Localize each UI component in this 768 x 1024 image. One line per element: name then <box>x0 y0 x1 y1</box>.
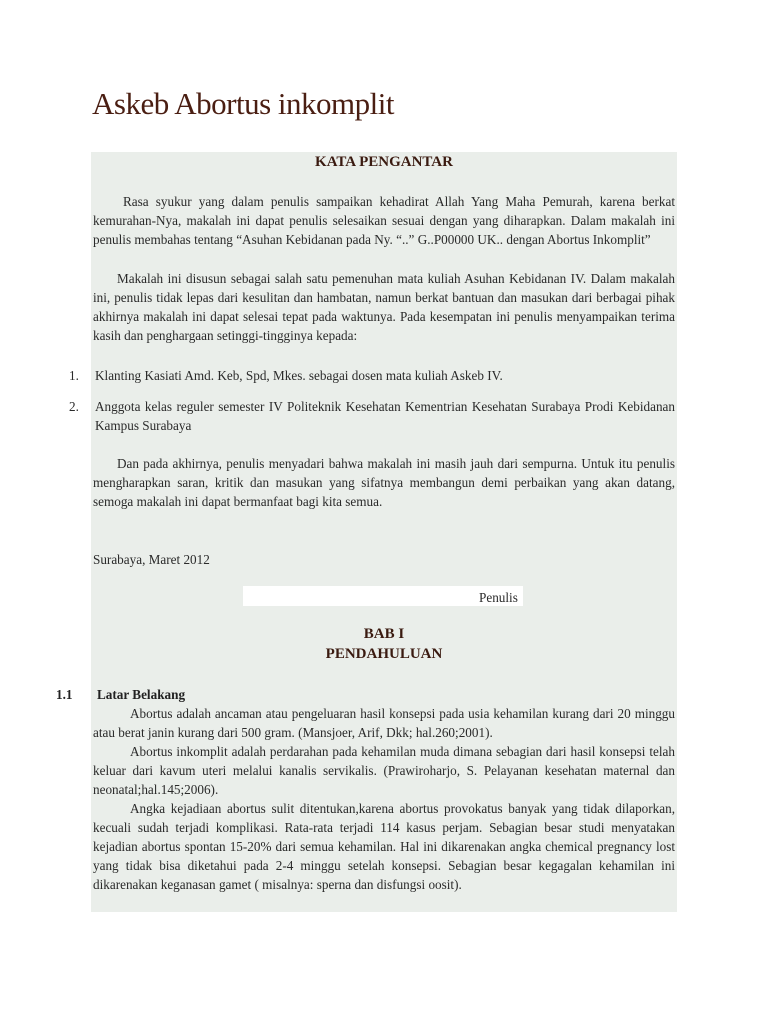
bab-heading: BAB I <box>363 626 405 642</box>
signature: Penulis <box>479 590 518 605</box>
kata-pengantar-paragraph-1: Rasa syukur yang dalam penulis sampaikan kehadirat Allah Yang Maha Pemurah, karena berkat kemurahan-Nya, makalah ini dapat penulis selesaikan sesuai dengan yang diharapkan. Dalam makalah ini penulis membahas tentang “Asuhan Kebidanan pada Ny. “..” G..P00000 UK.. dengan Abortus Inkomplit” <box>93 194 675 247</box>
kata-pengantar-heading: KATA PENGANTAR <box>315 154 453 170</box>
kata-pengantar-paragraph-2: Makalah ini disusun sebagai salah satu pemenuhan mata kuliah Asuhan Kebidanan IV. Dalam makalah ini, penulis tidak lepas dari kesulitan dan hambatan, namun berkat bantuan dan masukan dari berbagai pihak akhirnya makalah ini dapat selesai tepat pada waktunya. Pada kesempatan ini penulis menyampaikan terima kasih dan penghargaan setinggi-tingginya kepada: <box>93 271 675 343</box>
place-date: Surabaya, Maret 2012 <box>93 552 210 567</box>
section-number: 1.1 <box>56 687 73 702</box>
list-item-1: Klanting Kasiati Amd. Keb, Spd, Mkes. sebagai dosen mata kuliah Askeb IV. <box>95 368 503 383</box>
bab-paragraph-3: Angka kejadiaan abortus sulit ditentukan,karena abortus provokatus banyak yang tidak dilaporkan, kecuali sudah terjadi komplikasi. Rata-rata terjadi 114 kasus perjam. Sebagian besar studi menyatakan kejadian abortus spontan 15-20% dari semua kehamilan. Hal ini dikarenakan angka chemical pregnancy lost yang tidak bisa diketahui pada 2-4 minggu setelah konsepsi. Sebagian besar kegagalan kehamilan ini dikarenakan keganasan gamet ( misalnya: sperna dan disfungsi oosit). <box>93 801 675 892</box>
bab-subheading: PENDAHULUAN <box>325 646 443 662</box>
section-title: Latar Belakang <box>97 687 186 702</box>
bab-paragraph-1: Abortus adalah ancaman atau pengeluaran hasil konsepsi pada usia kehamilan kurang dari 20 minggu atau berat janin kurang dari 500 gram. (Mansjoer, Arif, Dkk; hal.260;2001). <box>93 706 675 740</box>
list-item-2: Anggota kelas reguler semester IV Politeknik Kesehatan Kementrian Kesehatan Surabaya Prodi Kebidanan Kampus Surabaya <box>95 399 675 433</box>
list-number-2: 2. <box>69 399 79 414</box>
list-number-1: 1. <box>69 368 79 383</box>
page-title: Askeb Abortus inkomplit <box>92 86 394 121</box>
kata-pengantar-paragraph-3: Dan pada akhirnya, penulis menyadari bahwa makalah ini masih jauh dari sempurna. Untuk itu penulis mengharapkan saran, kritik dan masukan yang sifatnya membangun demi perbaikan yang akan datang, semoga makalah ini dapat bermanfaat bagi kita semua. <box>93 456 675 509</box>
bab-paragraph-2: Abortus inkomplit adalah perdarahan pada kehamilan muda dimana sebagian dari hasil konsepsi telah keluar dari kavum uteri melalui kanalis servikalis. (Prawiroharjo, S. Pelayanan kesehatan maternal dan neonatal;hal.145;2006). <box>93 744 675 797</box>
